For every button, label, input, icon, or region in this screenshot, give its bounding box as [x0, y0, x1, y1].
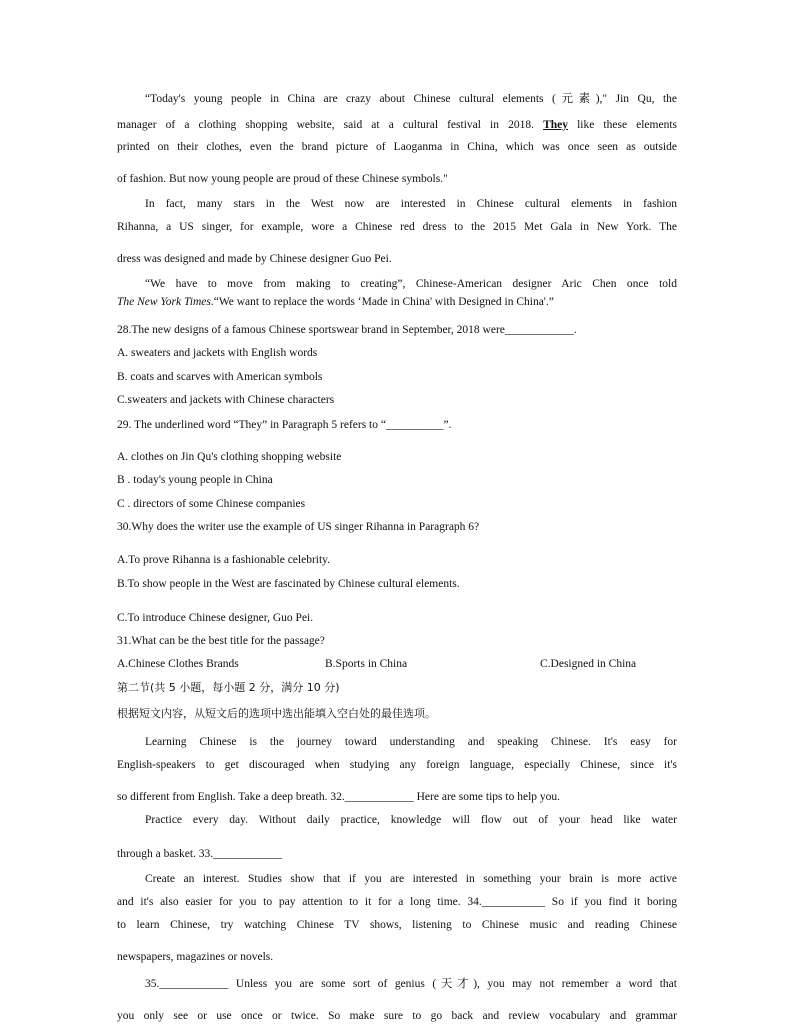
- option-29-c: C . directors of some Chinese companies: [117, 498, 306, 510]
- option-30-a: A.To prove Rihanna is a fashionable celebrity.: [117, 554, 331, 566]
- question-30: 30.Why does the writer use the example of US singer Rihanna in Paragraph 6?: [117, 521, 480, 533]
- passage-line: to learn Chinese, try watching Chinese TV shows, listening to Chinese music and reading Chinese: [117, 919, 677, 931]
- option-31-a: A.Chinese Clothes Brands: [117, 658, 239, 670]
- option-28-c: C.sweaters and jackets with Chinese characters: [117, 394, 335, 406]
- section-instruction: 根据短文内容，从短文后的选项中选出能填入空白处的最佳选项。: [117, 707, 436, 720]
- option-29-b: B . today's young people in China: [117, 474, 273, 486]
- option-30-c: C.To introduce Chinese designer, Guo Pei.: [117, 612, 314, 624]
- passage-line: [117, 295, 677, 309]
- passage-text: .“We want to replace the words ‘Made in China' with Designed in China'.”: [210, 296, 554, 308]
- question-28: 28.The new designs of a famous Chinese sportswear brand in September, 2018 were____________.: [117, 324, 577, 336]
- passage-line: “We have to move from making to creating”, Chinese-American designer Aric Chen once told: [145, 278, 677, 290]
- question-29: 29. The underlined word “They” in Paragraph 5 refers to “__________”.: [117, 419, 452, 431]
- passage-line: Create an interest. Studies show that if you are interested in something your brain is more active: [145, 873, 677, 885]
- passage-line: Practice every day. Without daily practice, knowledge will flow out of your head like water: [145, 814, 677, 826]
- passage-line: dress was designed and made by Chinese designer Guo Pei.: [117, 253, 392, 265]
- passage-line: you only see or use once or twice. So make sure to go back and review vocabulary and grammar: [117, 1010, 677, 1022]
- passage-line: printed on their clothes, even the brand picture of Laoganma in China, which was once seen as outside: [117, 141, 677, 153]
- option-28-b: B. coats and scarves with American symbols: [117, 371, 323, 383]
- passage-line: so different from English. Take a deep breath. 32.____________ Here are some tips to help you.: [117, 791, 561, 803]
- passage-line: “Today's young people in China are crazy about Chinese cultural elements (元素)," Jin Qu, the: [145, 93, 677, 105]
- section-heading: 第二节(共 5 小题，每小题 2 分，满分 10 分): [117, 681, 340, 694]
- option-28-a: A. sweaters and jackets with English words: [117, 347, 318, 359]
- passage-line: and it's also easier for you to pay attention to it for a long time. 34.___________ So if you find it boring: [117, 896, 677, 908]
- option-30-b: B.To show people in the West are fascinated by Chinese cultural elements.: [117, 578, 460, 590]
- passage-line: In fact, many stars in the West now are interested in Chinese cultural elements in fashion: [145, 198, 677, 210]
- passage-line: Rihanna, a US singer, for example, wore a Chinese red dress to the 2015 Met Gala in New York. The: [117, 221, 677, 233]
- underlined-word: They: [543, 119, 568, 131]
- passage-line: [117, 118, 677, 132]
- passage-line: through a basket. 33.____________: [117, 848, 283, 860]
- passage-line: of fashion. But now young people are proud of these Chinese symbols.": [117, 173, 448, 185]
- newspaper-title: The New York Times: [117, 296, 211, 308]
- passage-line: 35.____________ Unless you are some sort of genius (天才), you may not remember a word that: [145, 978, 677, 990]
- option-29-a: A. clothes on Jin Qu's clothing shopping website: [117, 451, 342, 463]
- option-31-b: B.Sports in China: [325, 658, 408, 670]
- passage-line: English-speakers to get discouraged when studying any foreign language, especially Chinese, since it's: [117, 759, 677, 771]
- passage-text: like these elements: [577, 119, 678, 131]
- passage-line: newspapers, magazines or novels.: [117, 951, 274, 963]
- option-31-c: C.Designed in China: [540, 658, 637, 670]
- passage-line: Learning Chinese is the journey toward understanding and speaking Chinese. It's easy for: [145, 736, 677, 748]
- question-31: 31.What can be the best title for the passage?: [117, 635, 325, 647]
- passage-text: manager of a clothing shopping website, said at a cultural festival in 2018.: [117, 119, 534, 131]
